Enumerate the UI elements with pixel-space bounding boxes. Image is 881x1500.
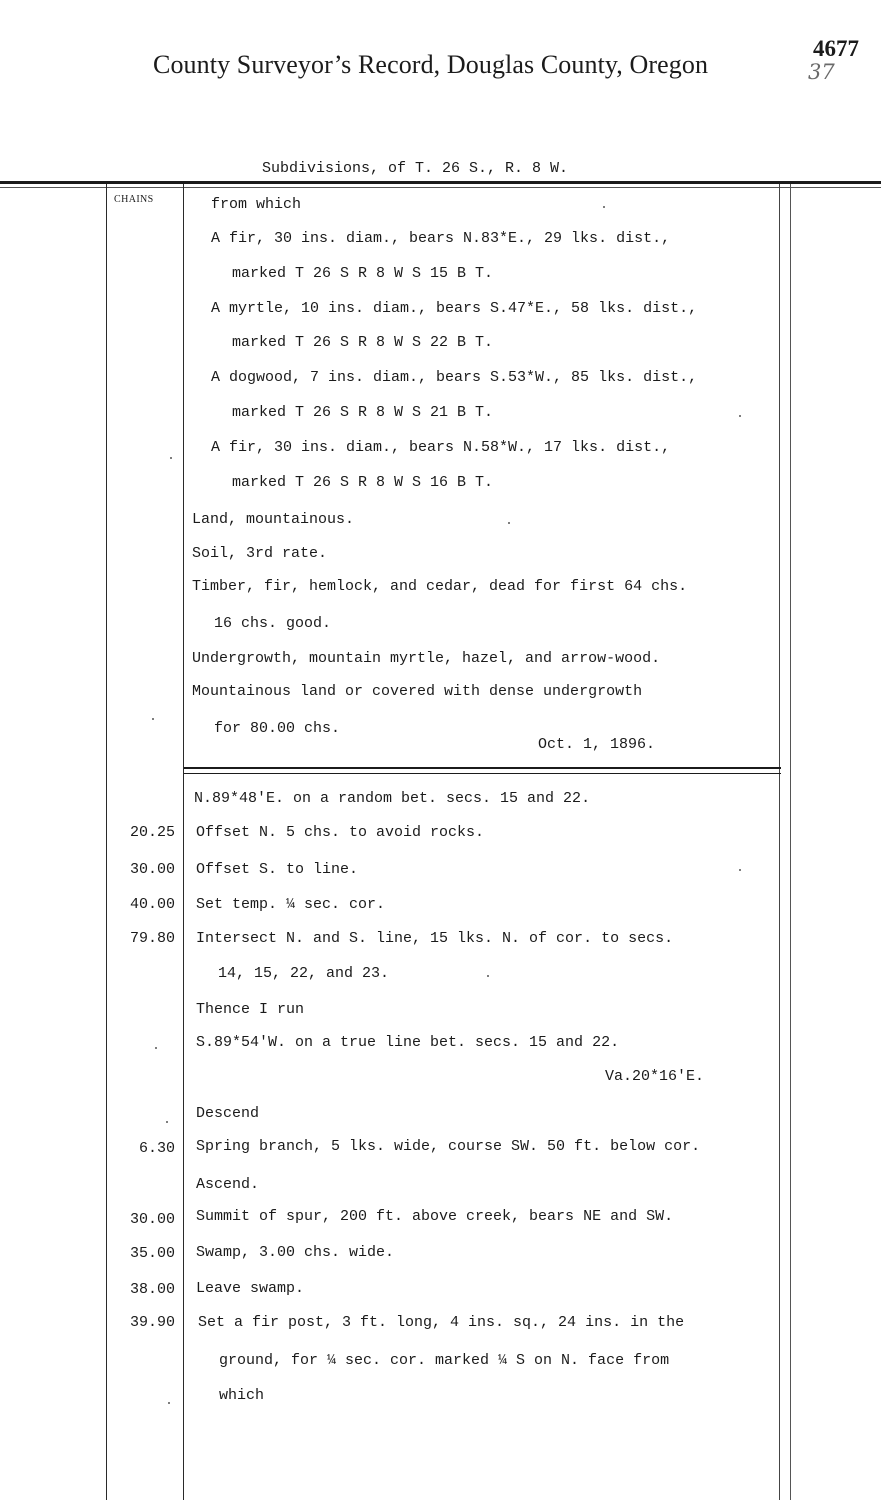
block2-line: Ascend. [196, 1176, 260, 1193]
top-rule-thin [0, 187, 881, 188]
block2-line: Thence I run [196, 1001, 305, 1018]
block2-line: Spring branch, 5 lks. wide, course SW. 50 ft. below cor. [196, 1138, 701, 1155]
handwritten-annotation: 37 [808, 60, 835, 84]
right-margin-rule [779, 184, 780, 1500]
chains-column-rule [183, 184, 184, 1500]
section-heading: Subdivisions, of T. 26 S., R. 8 W. [262, 160, 569, 177]
block2-line: Summit of spur, 200 ft. above creek, bears NE and SW. [196, 1208, 674, 1225]
left-margin-rule [106, 184, 107, 1500]
block1-line: A dogwood, 7 ins. diam., bears S.53*W., 85 lks. dist., [211, 369, 698, 386]
block2-line: ground, for ¼ sec. cor. marked ¼ S on N. face from [219, 1352, 670, 1369]
block2-line: Set a fir post, 3 ft. long, 4 ins. sq., 24 ins. in the [198, 1314, 685, 1331]
chains-column-header: CHAINS [114, 194, 154, 205]
block1-line: A fir, 30 ins. diam., bears N.83*E., 29 lks. dist., [211, 230, 671, 247]
top-rule [0, 181, 881, 184]
block1-line: Timber, fir, hemlock, and cedar, dead for first 64 chs. [192, 578, 688, 595]
scan-speck [170, 457, 172, 459]
page-title: County Surveyor’s Record, Douglas County, Oregon [153, 50, 709, 79]
block1-line: A myrtle, 10 ins. diam., bears S.47*E., 58 lks. dist., [211, 300, 698, 317]
chains-value: 35.00 [129, 1245, 175, 1262]
chains-value: 30.00 [129, 861, 175, 878]
block2-line: N.89*48'E. on a random bet. secs. 15 and 22. [194, 790, 591, 807]
block2-line: Leave swamp. [196, 1280, 305, 1297]
block1-line: A fir, 30 ins. diam., bears N.58*W., 17 lks. dist., [211, 439, 671, 456]
block1-line: marked T 26 S R 8 W S 22 B T. [232, 334, 494, 351]
chains-value: 38.00 [129, 1281, 175, 1298]
block1-line: Undergrowth, mountain myrtle, hazel, and arrow-wood. [192, 650, 661, 667]
block1-line: marked T 26 S R 8 W S 16 B T. [232, 474, 494, 491]
block1-line: Land, mountainous. [192, 511, 355, 528]
block2-line: Descend [196, 1105, 260, 1122]
scan-speck [487, 975, 489, 977]
scan-speck [168, 1402, 170, 1404]
chains-value: 20.25 [129, 824, 175, 841]
scan-speck [508, 522, 510, 524]
block1-line: 16 chs. good. [214, 615, 332, 632]
block2-line: Offset S. to line. [196, 861, 359, 878]
chains-value: 40.00 [129, 896, 175, 913]
chains-value: 30.00 [129, 1211, 175, 1228]
scan-speck [739, 415, 741, 417]
page-number: 4677 [813, 36, 859, 61]
scan-speck [603, 206, 605, 208]
entry-separator-rule [184, 767, 781, 769]
block2-line: S.89*54'W. on a true line bet. secs. 15 and 22. [196, 1034, 620, 1051]
block1-line: marked T 26 S R 8 W S 15 B T. [232, 265, 494, 282]
block2-line: Intersect N. and S. line, 15 lks. N. of cor. to secs. [196, 930, 674, 947]
entry-separator-rule-thin [184, 773, 781, 774]
scan-speck [739, 869, 741, 871]
scan-speck [155, 1047, 157, 1049]
scan-speck [166, 1121, 168, 1123]
block1-date: Oct. 1, 1896. [538, 736, 656, 753]
block1-line: Mountainous land or covered with dense undergrowth [192, 683, 643, 700]
block2-line: Offset N. 5 chs. to avoid rocks. [196, 824, 485, 841]
block1-line: from which [211, 196, 302, 213]
block2-line: which [219, 1387, 265, 1404]
block2-line: Set temp. ¼ sec. cor. [196, 896, 386, 913]
block1-line: Soil, 3rd rate. [192, 545, 328, 562]
right-outer-rule [790, 184, 791, 1500]
scan-speck [152, 718, 154, 720]
chains-value: 39.90 [129, 1314, 175, 1331]
block2-variation: Va.20*16'E. [605, 1068, 705, 1085]
block2-line: 14, 15, 22, and 23. [218, 965, 390, 982]
chains-value: 79.80 [129, 930, 175, 947]
block1-line: marked T 26 S R 8 W S 21 B T. [232, 404, 494, 421]
block1-line: for 80.00 chs. [214, 720, 341, 737]
block2-line: Swamp, 3.00 chs. wide. [196, 1244, 395, 1261]
chains-value: 6.30 [138, 1140, 175, 1157]
